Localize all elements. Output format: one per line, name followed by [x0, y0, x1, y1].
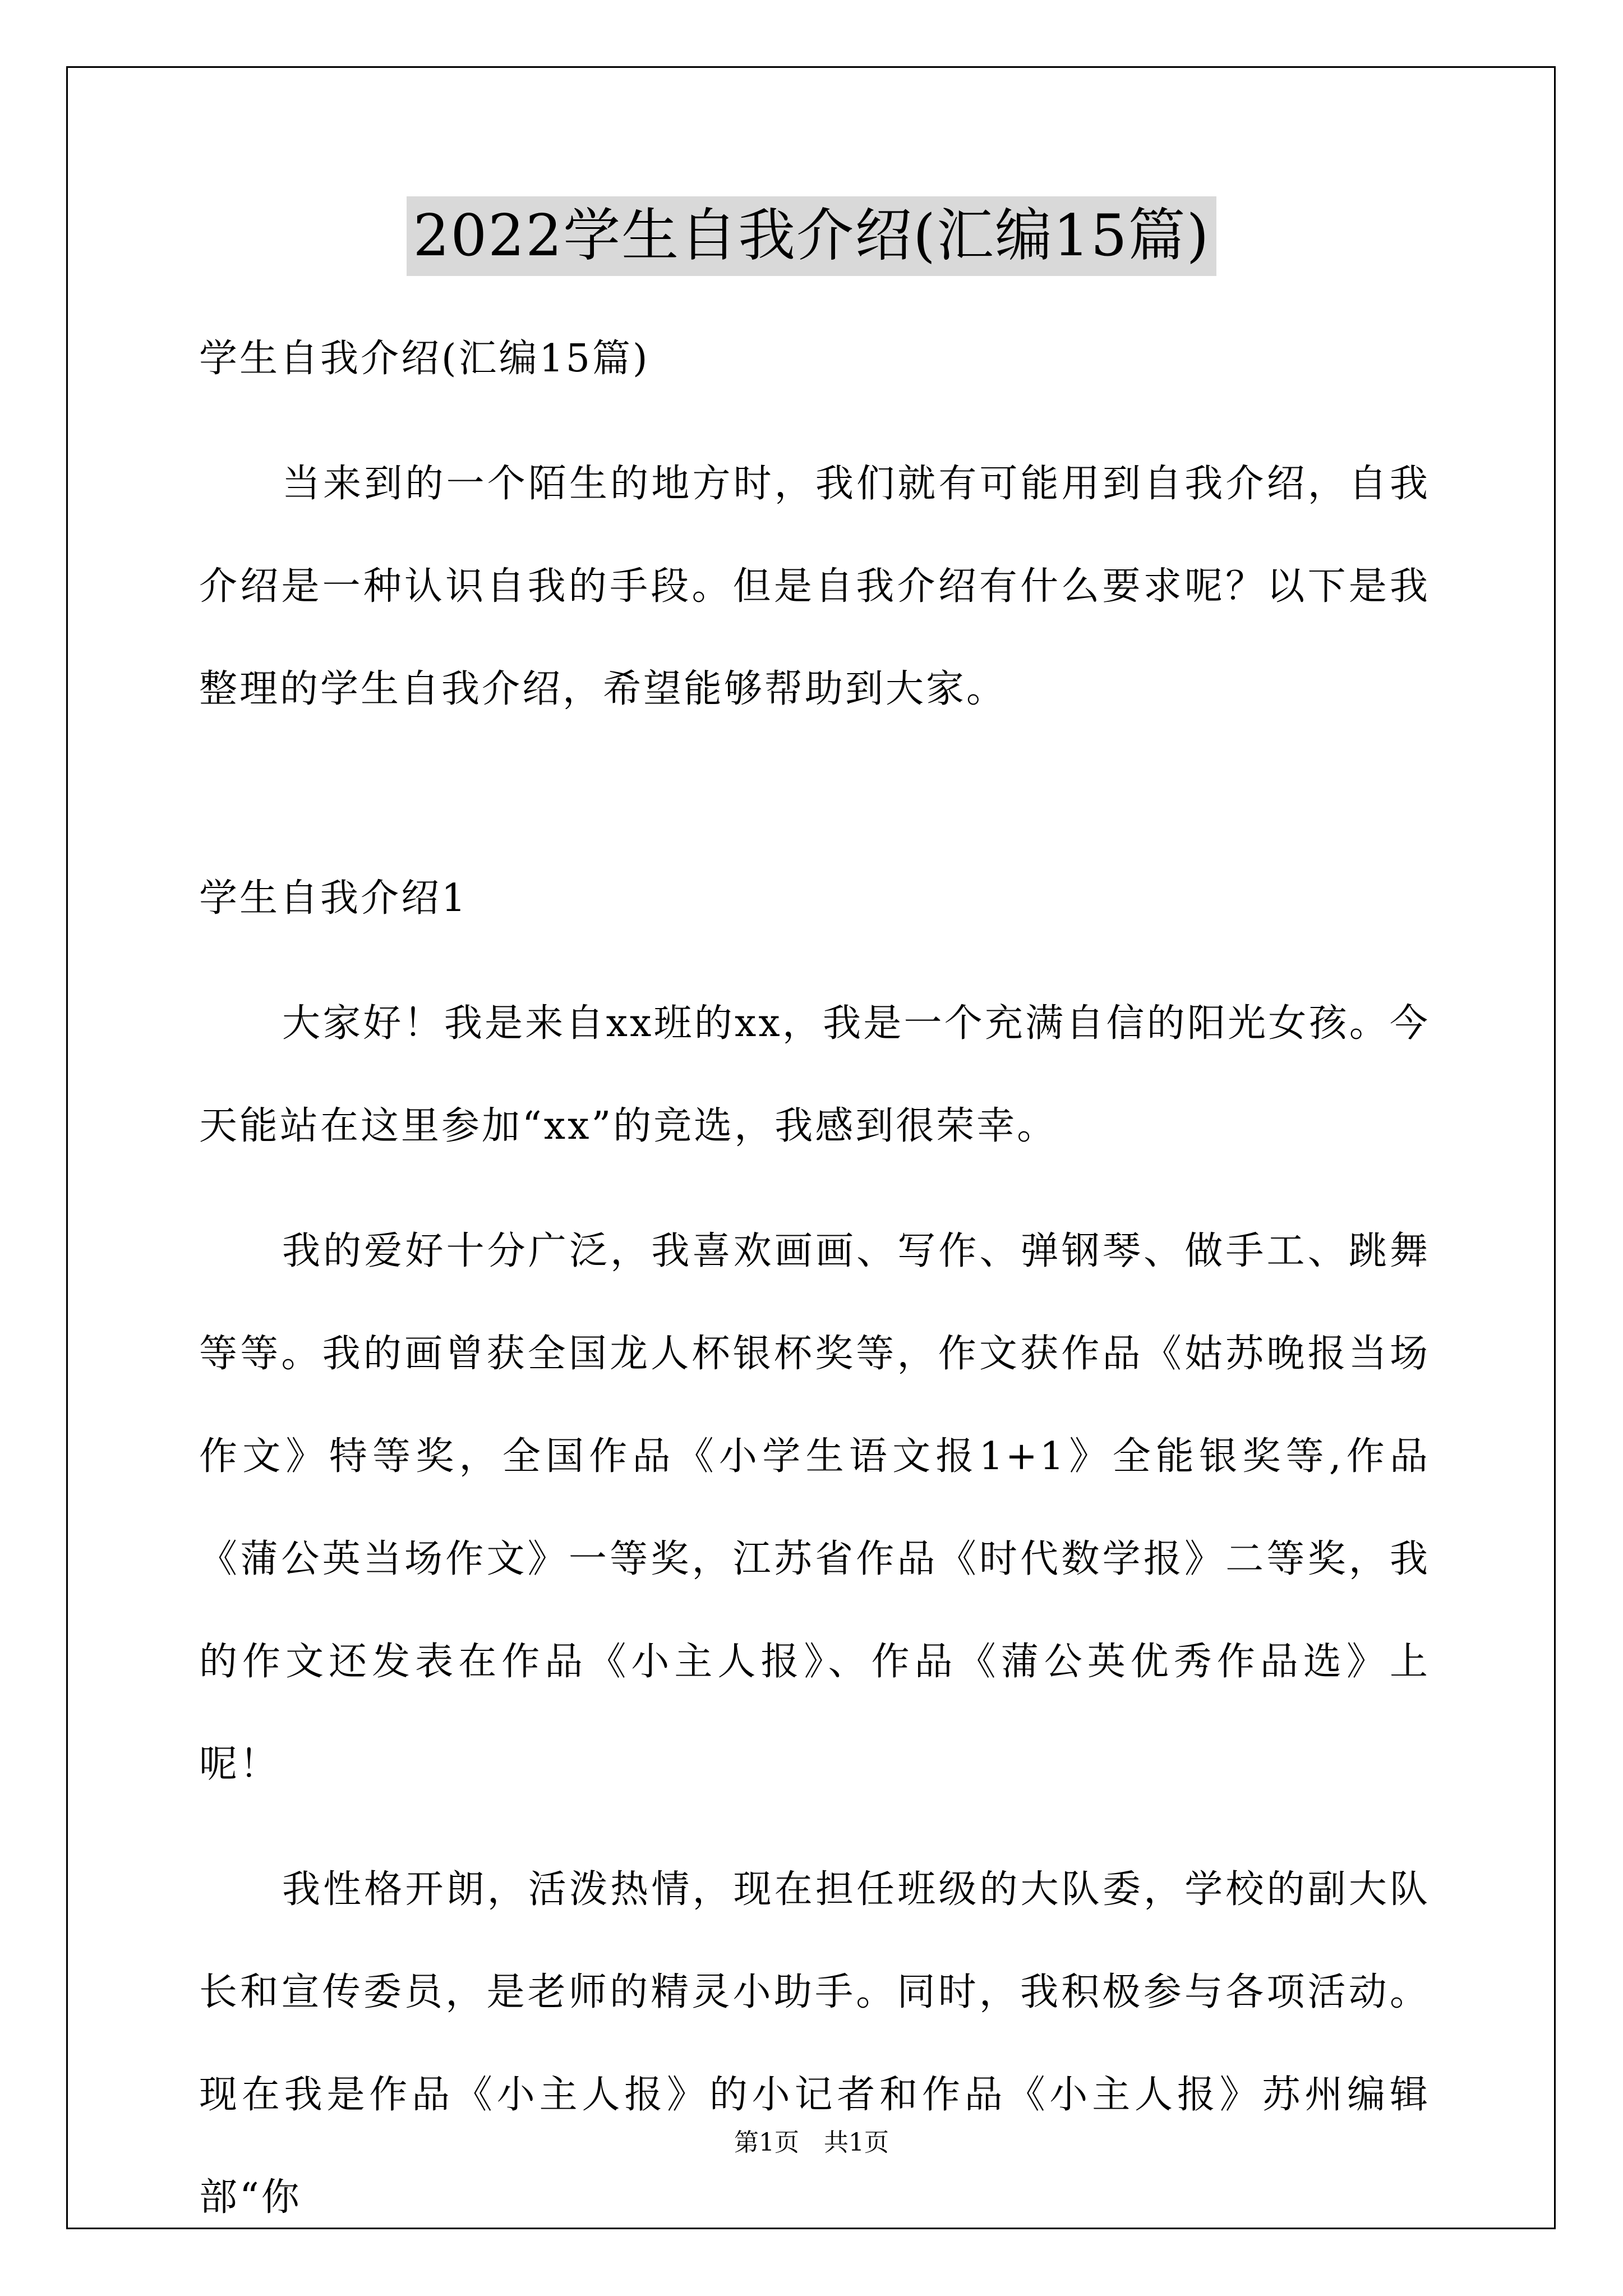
document-subtitle: 学生自我介绍(汇编15篇)	[199, 337, 650, 381]
section-heading: 学生自我介绍1	[199, 876, 468, 921]
body-paragraph: 我的爱好十分广泛，我喜欢画画、写作、弹钢琴、做手工、跳舞等等。我的画曾获全国龙人杯银杯奖等，作文获作品《姑苏晚报当场作文》特等奖，全国作品《小学生语文报1+1》全能银奖等,作品《蒲公英当场作文》一等奖，江苏省作品《时代数学报》二等奖，我的作文还发表在作品《小主人报》、作品《蒲公英优秀作品选》上呢！	[199, 1229, 1430, 1787]
page-footer: 第1页 共1页	[734, 2128, 889, 2157]
document-title: 2022学生自我介绍(汇编15篇)	[407, 196, 1217, 276]
intro-paragraph: 当来到的一个陌生的地方时，我们就有可能用到自我介绍，自我介绍是一种认识自我的手段。但是自我介绍有什么要求呢？以下是我整理的学生自我介绍，希望能够帮助到大家。	[199, 462, 1430, 711]
document-body	[199, 307, 1430, 2249]
body-paragraph: 大家好！我是来自xx班的xx，我是一个充满自信的阳光女孩。今天能站在这里参加“xx”的竞选，我感到很荣幸。	[199, 1001, 1430, 1148]
body-paragraph: 我性格开朗，活泼热情，现在担任班级的大队委，学校的副大队长和宣传委员，是老师的精灵小助手。同时，我积极参与各项活动。现在我是作品《小主人报》的小记者和作品《小主人报》苏州编辑部“你	[199, 1867, 1430, 2220]
title-container	[0, 196, 1623, 276]
section-spacer	[199, 740, 1430, 847]
